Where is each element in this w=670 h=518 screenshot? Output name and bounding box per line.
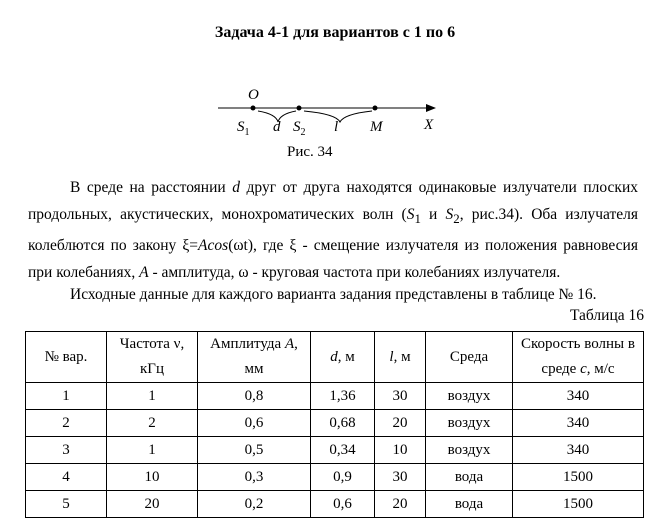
header-medium: Среда <box>426 332 513 383</box>
cell-frequency: 1 <box>107 437 198 464</box>
variants-table <box>25 331 644 518</box>
cell-l: 20 <box>375 491 426 518</box>
cell-var: 1 <box>26 383 107 410</box>
figure-caption: Рис. 34 <box>287 144 333 160</box>
cell-var: 4 <box>26 464 107 491</box>
cell-var: 5 <box>26 491 107 518</box>
cell-l: 20 <box>375 410 426 437</box>
table-header-row <box>26 332 644 383</box>
cell-speed: 340 <box>513 383 644 410</box>
cell-d: 0,34 <box>311 437 375 464</box>
header-frequency: Частота ν, кГц <box>107 332 198 383</box>
cell-amplitude: 0,3 <box>198 464 311 491</box>
cell-frequency: 2 <box>107 410 198 437</box>
cell-speed: 1500 <box>513 464 644 491</box>
cell-frequency: 20 <box>107 491 198 518</box>
cell-amplitude: 0,5 <box>198 437 311 464</box>
label-o: O <box>248 87 259 103</box>
cell-d: 0,6 <box>311 491 375 518</box>
cell-var: 3 <box>26 437 107 464</box>
cell-d: 0,68 <box>311 410 375 437</box>
table-row <box>26 491 644 518</box>
point-m <box>373 106 378 111</box>
cell-medium: воздух <box>426 383 513 410</box>
data-intro: Исходные данные для каждого варианта задания представлены в таблице № 16. <box>70 286 597 303</box>
point-s1 <box>251 106 256 111</box>
header-l: l, м <box>375 332 426 383</box>
x-axis-arrow <box>426 104 436 112</box>
problem-description: В среде на расстоянии d друг от друга находятся одинаковые излучатели плоских продольных, акустических, монохроматических волн ($S_1$ и $S_2$, рис.34). Оба излучателя колеблются по закону ξ=Acos(ωt), где ξ - смещение излучателя из положения равновесия при колебаниях, A - амплитуда, ω - круговая частота при колебаниях излучателя. <box>28 179 639 282</box>
label-l: l <box>334 119 339 135</box>
cell-medium: вода <box>426 491 513 518</box>
cell-speed: 1500 <box>513 491 644 518</box>
table-row <box>26 383 644 410</box>
header-amplitude: Амплитуда A, мм <box>198 332 311 383</box>
cell-frequency: 1 <box>107 383 198 410</box>
table-row <box>26 410 644 437</box>
header-d: d, м <box>311 332 375 383</box>
cell-medium: воздух <box>426 437 513 464</box>
label-d: d <box>273 119 281 135</box>
point-s2 <box>297 106 302 111</box>
cell-amplitude: 0,6 <box>198 410 311 437</box>
label-s1: $S_1$ <box>237 119 250 138</box>
cell-amplitude: 0,2 <box>198 491 311 518</box>
label-s2: $S_2$ <box>293 119 306 138</box>
task-title: Задача 4-1 для вариантов с 1 по 6 <box>214 24 456 41</box>
cell-d: 0,9 <box>311 464 375 491</box>
cell-speed: 340 <box>513 437 644 464</box>
table-row <box>26 437 644 464</box>
cell-medium: вода <box>426 464 513 491</box>
table-caption: Таблица 16 <box>569 307 644 324</box>
cell-l: 10 <box>375 437 426 464</box>
cell-var: 2 <box>26 410 107 437</box>
cell-d: 1,36 <box>311 383 375 410</box>
cell-medium: воздух <box>426 410 513 437</box>
cell-l: 30 <box>375 464 426 491</box>
table-row <box>26 464 644 491</box>
label-m: M <box>370 119 383 135</box>
cell-frequency: 10 <box>107 464 198 491</box>
cell-amplitude: 0,8 <box>198 383 311 410</box>
label-x: X <box>424 117 434 133</box>
header-speed: Скорость волны в среде c, м/с <box>513 332 644 383</box>
cell-speed: 340 <box>513 410 644 437</box>
header-var: № вар. <box>26 332 107 383</box>
cell-l: 30 <box>375 383 426 410</box>
